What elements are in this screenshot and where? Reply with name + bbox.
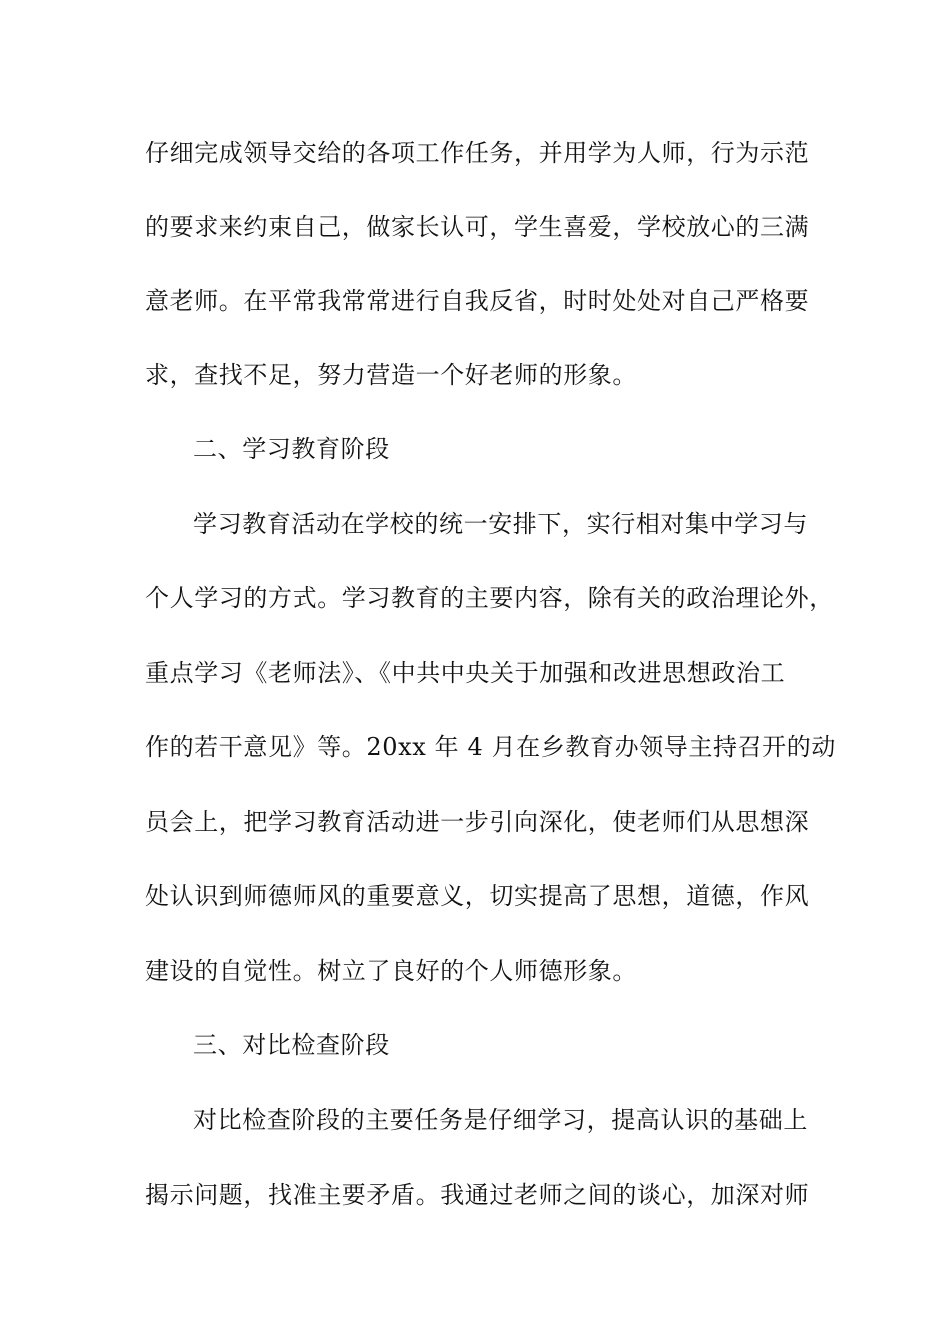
paragraph-line: 处认识到师德师风的重要意义，切实提高了思想，道德，作风 (145, 882, 810, 910)
paragraph-line: 对比检查阶段的主要任务是仔细学习，提高认识的基础上 (193, 1106, 808, 1134)
section-heading: 三、对比检查阶段 (193, 1031, 390, 1059)
paragraph-line: 揭示问题，找准主要矛盾。我通过老师之间的谈心，加深对师 (145, 1181, 810, 1209)
paragraph-line: 意老师。在平常我常常进行自我反省，时时处处对自己严格要 (145, 287, 810, 315)
paragraph-line: 的要求来约束自己，做家长认可，学生喜爱，学校放心的三满 (145, 213, 810, 241)
paragraph-line: 个人学习的方式。学习教育的主要内容，除有关的政治理论外， (145, 584, 834, 612)
paragraph-line: 重点学习《老师法》、《中共中央关于加强和改进思想政治工 (145, 659, 786, 687)
paragraph-line: 仔细完成领导交给的各项工作任务，并用学为人师，行为示范 (145, 139, 810, 167)
section-heading: 二、学习教育阶段 (193, 435, 390, 463)
paragraph-line: 作的若干意见》等。20xx 年 4 月在乡教育办领导主持召开的动 (145, 733, 836, 761)
paragraph-line: 求，查找不足，努力营造一个好老师的形象。 (145, 361, 637, 389)
paragraph-line: 学习教育活动在学校的统一安排下，实行相对集中学习与 (193, 510, 808, 538)
paragraph-line: 建设的自觉性。树立了良好的个人师德形象。 (145, 957, 637, 985)
paragraph-line: 员会上，把学习教育活动进一步引向深化，使老师们从思想深 (145, 808, 810, 836)
